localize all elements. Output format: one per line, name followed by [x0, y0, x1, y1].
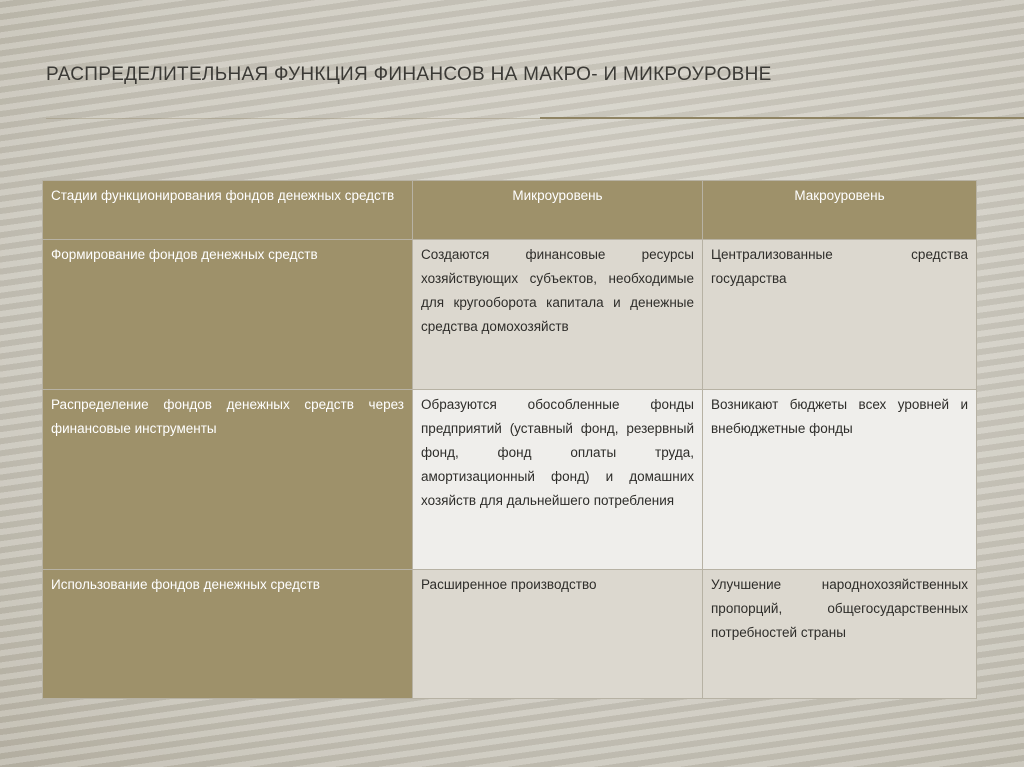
table-row [43, 240, 977, 390]
slide-title: РАСПРЕДЕЛИТЕЛЬНАЯ ФУНКЦИЯ ФИНАНСОВ НА МАКРО- И МИКРОУРОВНЕ [46, 64, 772, 85]
row-macro-usage: Улучшение народнохозяйственных пропорций, общегосударственных потребностей страны [703, 570, 977, 699]
table [42, 180, 977, 699]
title-underline-faint [46, 118, 540, 119]
row-micro-distribution: Образуются обособленные фонды предприятий (уставный фонд, резервный фонд, фонд оплаты труда, амортизационный фонд) и домашних хозяйств для дальнейшего потребления [413, 390, 703, 570]
finance-function-table [42, 180, 976, 691]
table-row [43, 390, 977, 570]
row-micro-formation: Создаются финансовые ресурсы хозяйствующих субъектов, необходимые для кругооборота капитала и денежные средства домохозяйств [413, 240, 703, 390]
row-macro-formation: Централизованные средства государства [703, 240, 977, 390]
row-micro-usage: Расширенное производство [413, 570, 703, 699]
row-stage-usage: Использование фондов денежных средств [43, 570, 413, 699]
title-underline [540, 117, 1024, 119]
header-micro: Микроуровень [413, 181, 703, 240]
header-macro: Макроуровень [703, 181, 977, 240]
header-stage: Стадии функционирования фондов денежных средств [43, 181, 413, 240]
row-stage-distribution: Распределение фондов денежных средств через финансовые инструменты [43, 390, 413, 570]
table-header-row [43, 181, 977, 240]
row-stage-formation: Формирование фондов денежных средств [43, 240, 413, 390]
table-row [43, 570, 977, 699]
row-macro-distribution: Возникают бюджеты всех уровней и внебюджетные фонды [703, 390, 977, 570]
